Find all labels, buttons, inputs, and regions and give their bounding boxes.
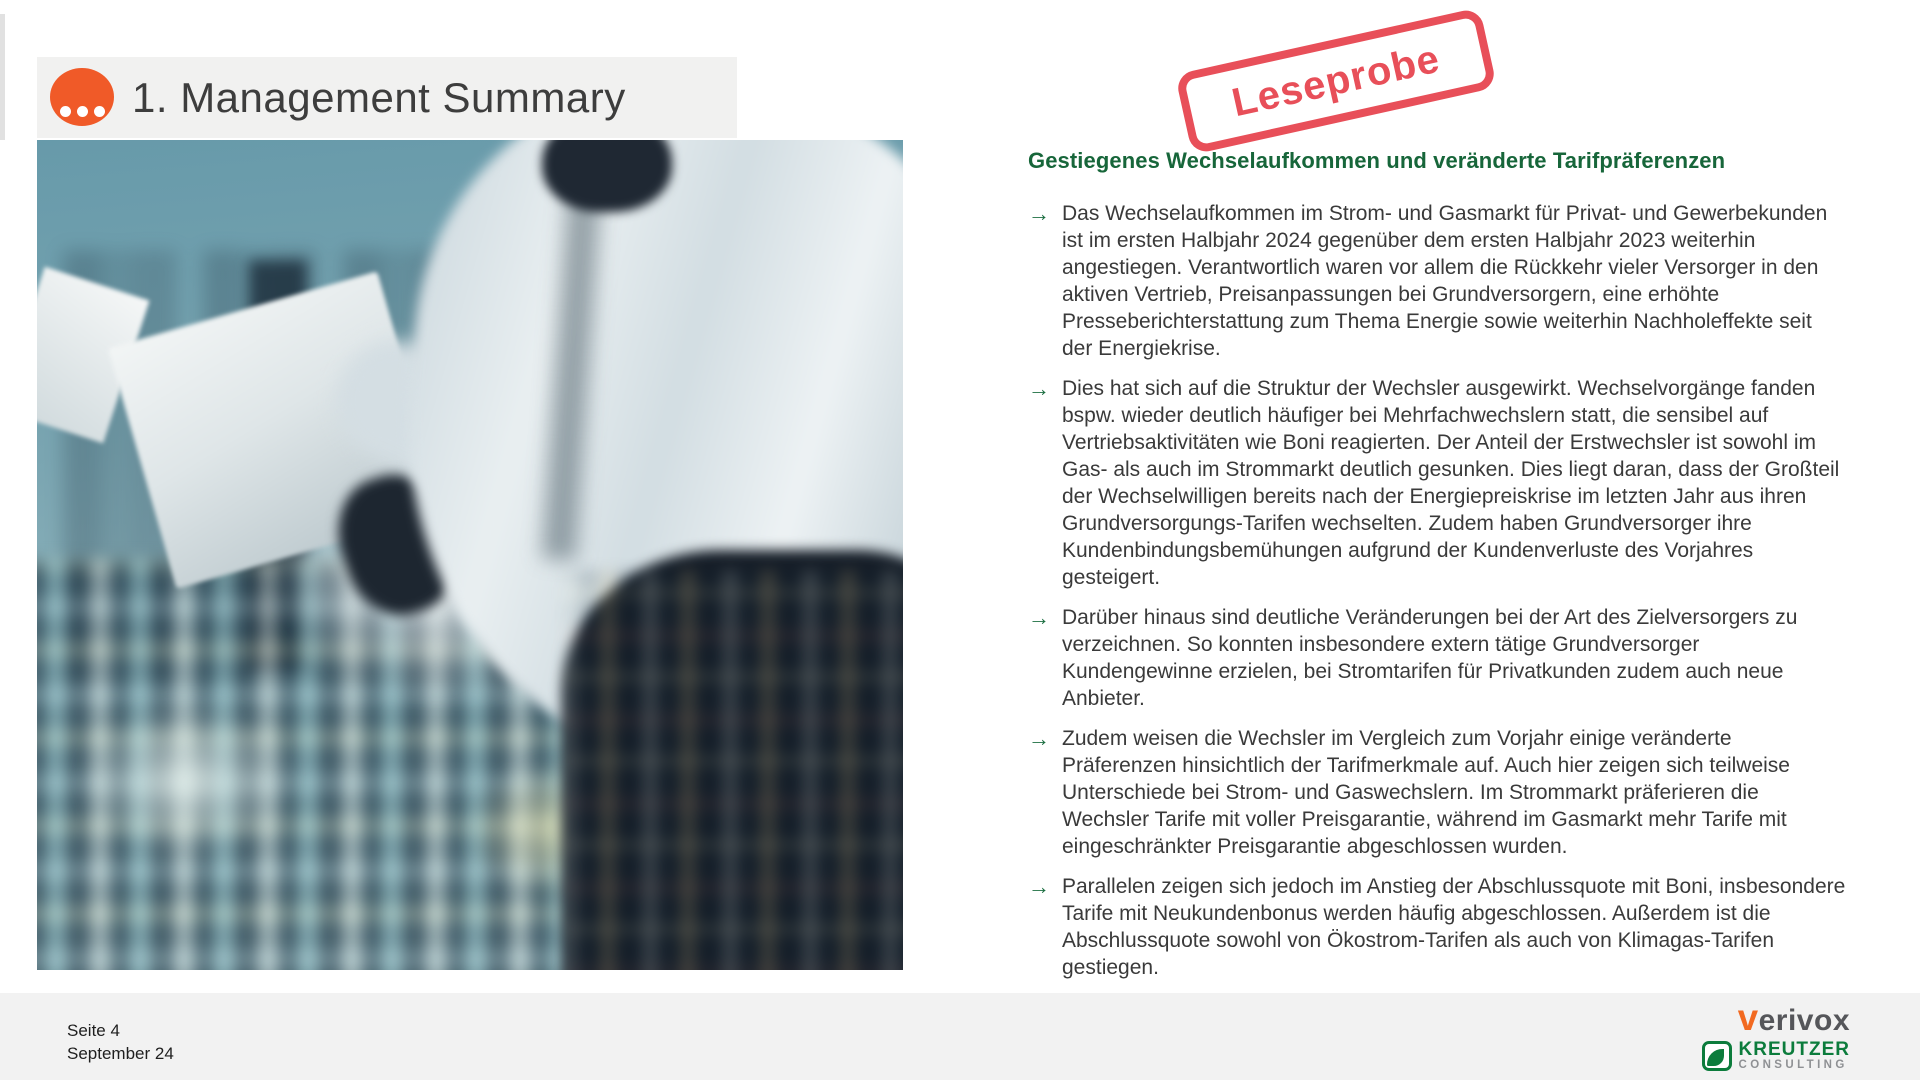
three-dots-bubble-icon (50, 68, 114, 126)
page-edge-sliver (0, 14, 5, 140)
verivox-logo: verivox (1737, 997, 1850, 1038)
bullet-text: Parallelen zeigen sich jedoch im Anstieg der Abschlussquote mit Boni, insbesondere Tarife mit Neukundenbonus werden häufig abgeschlossen. Außerdem ist die Abschlussquote sowohl von Ökostrom-Tarifen als auch von Klimagas-Tarifen gestiegen. (1062, 875, 1846, 979)
slide-footer (0, 993, 1920, 1080)
bullet-item (1028, 725, 1846, 860)
arrow-bullet-icon: → (1028, 605, 1050, 630)
slide-body (1028, 148, 1846, 994)
photo-art-shape (77, 700, 297, 860)
page-number: Seite 4 (67, 1021, 120, 1040)
bullet-item (1028, 604, 1846, 712)
photo-art-shape (562, 570, 903, 970)
kreutzer-subtitle: CONSULTING (1738, 1059, 1848, 1071)
three-dots (50, 106, 114, 117)
bullet-text: Zudem weisen die Wechsler im Vergleich zum Vorjahr einige veränderte Präferenzen hinsichtlich der Tarifmerkmale auf. Auch hier zeigen sich teilweise Unterschiede bei Strom- und Gaswechslern. Im Strommarkt präferieren die Wechsler Tarife mit voller Preisgarantie, während im Gasmarkt mehr Tarife mit eingeschränkter Preisgarantie abgeschlossen wurden. (1062, 727, 1790, 858)
arrow-bullet-icon: → (1028, 726, 1050, 751)
page-title: 1. Management Summary (132, 73, 626, 121)
bullet-text: Das Wechselaufkommen im Strom- und Gasmarkt für Privat- und Gewerbekunden ist im ersten Halbjahr 2024 gegenüber dem ersten Halbjahr 2023 weiterhin angestiegen. Verantwortlich waren vor allem die Rückkehr vieler Versorger in den aktiven Vertrieb, Preisanpassungen bei Grundversorgern, eine erhöhte Presseberichterstattung zum Thema Energie sowie weiterhin Nachholeffekte seit der Energiekrise. (1062, 202, 1828, 360)
arrow-bullet-icon: → (1028, 376, 1050, 401)
kreutzer-logo-text (1739, 1040, 1850, 1072)
leseprobe-stamp (1175, 7, 1497, 155)
kreutzer-swoosh-icon (1702, 1041, 1732, 1071)
date-label: September 24 (67, 1044, 174, 1063)
bullet-item (1028, 375, 1846, 591)
footer-logos (1702, 997, 1850, 1072)
bullet-item (1028, 200, 1846, 362)
bullet-text: Dies hat sich auf die Struktur der Wechsler ausgewirkt. Wechselvorgänge fanden bspw. wieder deutlich häufiger bei Mehrfachwechslern statt, die sensibel auf Vertriebsaktivitäten wie Boni reagierten. Der Anteil der Erstwechsler ist sowohl im Gas- als auch im Strommarkt deutlich gesunken. Dies liegt daran, dass der Großteil der Wechselwilligen bereits nach der Energiepreiskrise im letzten Jahr aus ihren Grundversorgungs-Tarifen wechselten. Zudem haben Grundversorger ihre Kundenbindungsbemühungen aufgrund der Kundenverluste des Vorjahres gesteigert. (1062, 377, 1840, 589)
footer-meta (67, 1019, 174, 1065)
hero-image (37, 140, 903, 970)
section-heading: Gestiegenes Wechselaufkommen und veränderte Tarifpräferenzen (1028, 148, 1726, 173)
arrow-bullet-icon: → (1028, 874, 1050, 899)
kreutzer-logo (1702, 1040, 1850, 1072)
kreutzer-name: KREUTZER (1738, 1039, 1850, 1060)
bullet-item (1028, 873, 1846, 981)
slide-title-bar (37, 57, 737, 138)
bullet-text: Darüber hinaus sind deutliche Veränderungen bei der Art des Zielversorgers zu verzeichnen. So konnten insbesondere extern tätige Grundversorger Kundengewinne erzielen, bei Stromtarifen für Privatkunden zudem auch neue Anbieter. (1062, 606, 1798, 710)
leseprobe-stamp-label: Leseprobe (1227, 36, 1444, 125)
arrow-bullet-icon: → (1028, 201, 1050, 226)
